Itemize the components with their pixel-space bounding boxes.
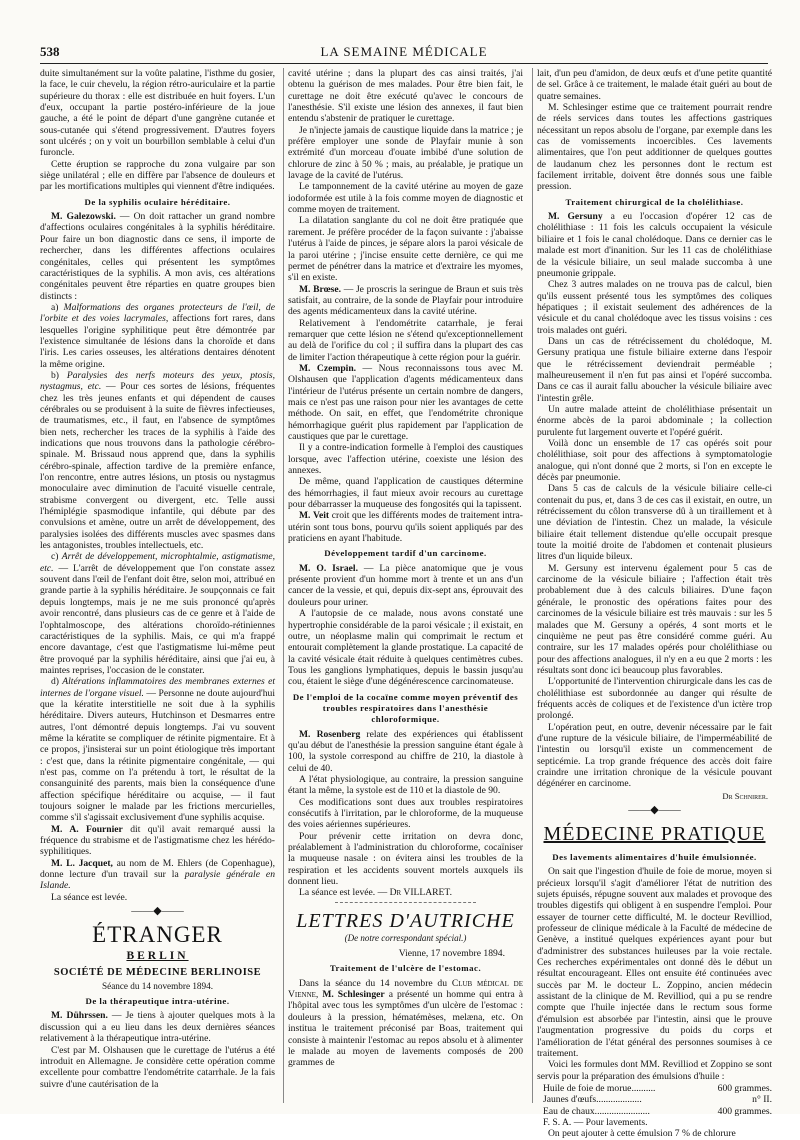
paragraph: La dilatation sanglante du col ne doit être pratiquée que rarement. Je préfère procéder de la façon suivante : j'abaisse l'utérus à l'aide de pinces, je sépare alors la paroi vésicale de la paroi utérine ; j'incise ensuite cette dernière, ce qui me permet de pénétrer dans la matrice et d'extraire les myomes, s'il en existe. xyxy=(288,215,523,284)
journal-title: LA SEMAINE MÉDICALE xyxy=(320,44,488,59)
society-heading: SOCIÉTÉ DE MÉDECINE BERLINOISE xyxy=(53,967,262,979)
paragraph: M. L. Jacquet, au nom de M. Ehlers (de Copenhague), donne lecture d'un travail sur la paralysie générale en Islande. xyxy=(40,857,275,892)
formula-line: Eau de chaux....................... 400 grammes. xyxy=(543,1105,772,1117)
section-heading: De l'emploi de la cocaïne comme moyen préventif des troubles respiratoires dans l'anesthésie chloroformique. xyxy=(292,691,519,725)
ornament-divider: ——◆—— xyxy=(628,804,681,816)
paragraph: Le tamponnement de la cavité utérine au moyen de gaze iodoformée est utile à la fois comme moyen de diagnostic et comme moyen de traitement. xyxy=(288,181,523,216)
paragraph: M. A. Fournier dit qu'il avait remarqué aussi la fréquence du strabisme et de l'astigmatisme chez les hérédo-syphilitiques. xyxy=(40,823,275,858)
paragraph: Cette éruption se rapproche du zona vulgaire par son siège unilatéral ; elle en diffère par l'absence de douleurs et par les mortifications multiples qui viennent d'être indiquées. xyxy=(40,158,275,193)
paragraph: La séance est levée. xyxy=(51,891,128,903)
section-heading: De la thérapeutique intra-utérine. xyxy=(85,996,230,1007)
page-number: 538 xyxy=(40,44,60,59)
paragraph: Dans 5 cas de calculs de la vésicule biliaire celle-ci contenait du pus, et, dans 3 de ces cas il existait, en outre, un rétrécissement du côlon transverse dû à un tiraillement et à une déviation de l'intestin. Chez un malade, la vésicule biliaire était tellement distendue qu'elle occupait presque toute la moitié droite de l'abdomen et contenait plusieurs litres d'un liquide bileux. xyxy=(537,483,772,563)
paragraph: Voilà donc un ensemble de 17 cas opérés soit pour cholélithiase, soit pour des affections à symptomatologie analogue, qui n'ont donné que 2 morts, si l'on en excepte le décès par pneumonie. xyxy=(537,438,772,484)
speaker-name: M. Galezowski. xyxy=(51,211,116,223)
paragraph: Ces modifications sont dues aux troubles respiratoires consécutifs à l'irritation, par le chloroforme, de la muqueuse des voies aériennes supérieures. xyxy=(288,796,523,831)
paragraph: Relativement à l'endométrite catarrhale, je ferai remarquer que cette lésion ne s'étend qu'exceptionnellement au delà de l'orifice du col ; il suffira dans la plupart des cas de limiter l'action thérapeutique à cette région pour la guérir. xyxy=(288,317,523,363)
formula-line: Huile de foie de morue.......... 600 grammes. xyxy=(543,1082,772,1094)
section-heading: Traitement chirurgical de la cholélithiase. xyxy=(565,196,744,207)
speaker-name: M. Schlesinger xyxy=(322,989,385,1001)
signature: Dr VILLARET. xyxy=(389,887,452,899)
paragraph: b) Paralysies des nerfs moteurs des yeux, ptosis, nystagmus, etc. — Pour ces sortes de lésions, fréquentes chez les très jeunes enfants et qui dépendent de causes cérébrales ou se produisent à la suite de fièvres infectieuses, de traumatismes, etc., il faut, en l'absence de symptômes bien nets, rechercher les traces de la syphilis à l'aide des indications que nous trouvons dans la pathologie cérébro-spinale. M. Brissaud nous apprend que, dans la syphilis cérébro-spinale, affection tardive de la première enfance, l'on rencontre, entre autres lésions, un ptosis ou nystagmus monoculaire avec diminution de l'acuité visuelle centrale, strabisme convergent ou divergent, etc. Telle aussi l'hémiplégie spasmodique infantile, qui débute par des convulsions et amène, outre un arrêt de développement, des paralysies isolées des différents muscles avec spasmes dans les antagonistes, troubles intellectuels, etc. xyxy=(40,369,275,552)
paragraph: C'est par M. Olshausen que le curettage de l'utérus a été introduit en Allemagne. Je considère cette opération comme excellente pour combattre l'endométrite catarrhale. Je la fais suivre d'une cautérisation de la xyxy=(40,1044,275,1090)
header-rule xyxy=(40,63,768,64)
paragraph: d) Altérations inflammatoires des membranes externes et internes de l'organe visuel. — Personne ne doute aujourd'hui que la kératite interstitielle ne soit due à la syphilis héréditaire. Divers auteurs, Hutchinson et Desmarres entre autres, l'ont démontré depuis longtemps. J'ai vu souvent même la kératite se compliquer de rétinite pigmentaire. Et à ce propos, j'insisterai sur un point étiologique très important : c'est que, dans la rétinite pigmentaire congénitale, — qui n'est pas, comme on l'a prétendu à tort, le résultat de la consanguinité des parents, mais bien la conséquence d'une affection spécifique héréditaire ou acquise, — il faut toujours soigner le malade par les frictions mercurielles, comme s'il s'agissait exclusivement d'une syphilis acquise. xyxy=(40,676,275,824)
paragraph: De même, quand l'application de caustiques détermine des hémorrhagies, il faut mieux avoir recours au curettage pour débarrasser la muqueuse des fongosités qui la tapissent. xyxy=(288,476,523,511)
paragraph: La séance est levée. — Dr VILLARET. xyxy=(299,887,452,899)
paragraph: L'opportunité de l'intervention chirurgicale dans les cas de cholélithiase est subordonnée au danger qui résulte de fréquents accès de coliques et de l'existence d'un ictère trop prolongé. xyxy=(537,676,772,722)
formula-list xyxy=(543,1083,772,1128)
section-heading: Développement tardif d'un carcinome. xyxy=(324,548,487,559)
column-2 xyxy=(288,68,523,1108)
section-title: LETTRES D'AUTRICHE xyxy=(296,909,515,932)
section-heading: Traitement de l'ulcère de l'estomac. xyxy=(329,963,482,974)
paragraph: Pour prévenir cette irritation on devra donc, préalablement à l'administration du chloroforme, cocaïniser la muqueuse nasale : on évitera ainsi les troubles de la respiration et les accidents souvent mortels auxquels ils donnent lieu. xyxy=(288,830,523,888)
formula-line: Jaunes d'œufs................... n° II. xyxy=(543,1094,772,1106)
speaker-name: M. Brœse. xyxy=(299,283,342,295)
session-date: Séance du 14 novembre 1894. xyxy=(102,980,213,991)
paragraph: Chez 3 autres malades on ne trouva pas de calcul, bien qu'ils eussent présenté tous les symptômes des coliques hépatiques ; il existait seulement des adhérences de la vésicule et du canal cholédoque avec les tissus voisins : ces trois malades ont guéri. xyxy=(537,279,772,336)
paragraph: cavité utérine ; dans la plupart des cas ainsi traités, j'ai obtenu la guérison de mes malades. Pour être bien fait, le curettage ne doit être exécuté qu'avec le concours de l'anesthésie. S'il existe une lésion des annexes, il faut bien entendu s'abstenir de pratiquer le curettage. xyxy=(288,68,523,125)
paragraph: M. Rosenberg relate des expériences qui établissent qu'au début de l'anesthésie la pression sanguine étant égale à 100, la systole correspond au chiffre de 210, la diastole à celui de 40. xyxy=(288,728,523,774)
paragraph: M. Veit croit que les différents modes de traitement intra-utérin sont tous bons, pourvu qu'ils soient appliqués par des praticiens en ayant l'habitude. xyxy=(288,510,523,545)
speaker-name: M. Dührssen. xyxy=(51,1010,108,1022)
correspondent-note: (De notre correspondant spécial.) xyxy=(344,932,467,943)
column-1 xyxy=(40,68,275,1108)
section-heading: De la syphilis oculaire héréditaire. xyxy=(84,196,231,207)
speaker-name: M. A. Fournier xyxy=(51,823,123,835)
paragraph: On sait que l'ingestion d'huile de foie de morue, moyen si précieux lorsqu'il s'agit d'améliorer l'état de nutrition des sujets épuisés, répugne souvent aux malades et provoque des troubles digestifs qui obligent à en suspendre l'emploi. Pour essayer de tourner cette difficulté, M. le docteur Revilliod, professeur de clinique médicale à la Faculté de médecine de Genève, a institué quelques expériences ayant pour but d'administrer des substances huileuses par la voie rectale. Ces recherches expérimentales ont donné dès le début un résultat encourageant. Elles ont ensuite été continuées avec succès par M. le docteur L. Zoppino, ancien médecin assistant de la clinique de M. Revilliod, qui a pu se rendre compte que l'huile injectée dans le rectum sous forme d'émulsion est absorbée par l'intestin, ainsi que le prouve l'augmentation progressive du poids du corps et l'amélioration de l'état général des personnes soumises à ce traitement. xyxy=(537,866,772,1059)
speaker-name: M. O. Israel. xyxy=(299,562,358,574)
paragraph: M. Galezowski. — On doit rattacher un grand nombre d'affections oculaires congénitales à la syphilis héréditaire. Pour faire un bon diagnostic dans ce sens, il importe de rechercher, dans les différentes affections oculaires congénitales, celles qui présentent les symptômes caractéristiques de la syphilis. A mon avis, ces altérations congénitales peuvent être réparties en quatre groupes bien distincts : xyxy=(40,211,275,302)
paragraph: M. Dührssen. — Je tiens à ajouter quelques mots à la discussion qui a eu lieu dans les deux dernières séances relativement à la thérapeutique intra-utérine. xyxy=(40,1010,275,1045)
speaker-name: M. L. Jacquet, xyxy=(51,857,113,869)
paragraph: L'opération peut, en outre, devenir nécessaire par le fait d'une rupture de la vésicule biliaire, de l'imperméabilité de l'intestin ou lorsqu'il existe un commencement de septicémie. La trop grande fréquence des accès doit faire craindre une irritation chronique de la vésicule pouvant dégénérer en carcinome. xyxy=(537,721,772,790)
paragraph: M. Brœse. — Je proscris la seringue de Braun et suis très satisfait, au contraire, de la sonde de Playfair pour introduire des agents médicamenteux dans la cavité utérine. xyxy=(288,283,524,318)
paragraph: Dans la séance du 14 novembre du Club médical de Vienne, M. Schlesinger a présenté un homme qui entra à l'hôpital avec tous les symptômes d'un ulcère de l'estomac : douleurs à la pression, hématémèses, melæna, etc. On institua le traitement préconisé par Boas, traitement qui consiste à maintenir l'estomac au repos absolu et à alimenter le malade au moyen de lavements composés de 200 grammes de xyxy=(288,977,523,1069)
speaker-name: M. Rosenberg xyxy=(299,728,361,740)
formula-line: F. S. A. — Pour lavements. xyxy=(543,1116,648,1128)
section-title: ÉTRANGER xyxy=(92,922,223,948)
paragraph: a) Malformations des organes protecteurs de l'œil, de l'orbite et des voies lacrymales, affections fort rares, dans lesquelles l'origine syphilitique peut être démontrée par l'existence simultanée de lésions dans la choroïde et dans l'iris. Les caries osseuses, les altérations dentaires dénotent la même origine. xyxy=(40,301,275,370)
column-divider-2 xyxy=(532,68,533,1103)
paragraph: On peut ajouter à cette émulsion 7 % de chlorure xyxy=(548,1128,736,1140)
column-divider-1 xyxy=(283,68,284,1103)
paragraph: M. Schlesinger estime que ce traitement pourrait rendre de réels services dans toutes les affections gastriques nécessitant un repos absolu de l'organe, par exemple dans les cas de vomissements incoercibles. Ces lavements alimentaires, que l'on peut additionner de quelques gouttes de laudanum chez les personnes dont le rectum est facilement irritable, doivent être donnés sous une faible pression. xyxy=(537,102,772,193)
speaker-name: M. Gersuny xyxy=(548,211,603,223)
paragraph: Dans un cas de rétrécissement du cholédoque, M. Gersuny pratiqua une fistule biliaire externe dans l'espoir que le rétrécissement deviendrait perméable ; malheureusement il n'en fut pas ainsi et l'opéré succomba. Dans ce cas il aurait fallu aboucher la vésicule biliaire avec l'intestin grêle. xyxy=(537,335,772,404)
paragraph: M. Czempin. — Nous reconnaissons tous avec M. Olshausen que l'application d'agents médicamenteux dans l'intérieur de l'utérus présente un certain nombre de dangers, mais ce n'est pas une raison pour nier les avantages de cette méthode. On sait, en effet, que l'endométrite chronique hémorrhagique guérit plus rapidement par l'application de caustiques que par le curettage. xyxy=(288,362,523,442)
paragraph: M. O. Israel. — La pièce anatomique que je vous présente provient d'un homme mort à trente et un ans d'un cancer de la vessie, et qui, depuis dix-sept ans, éprouvait des douleurs pour uriner. xyxy=(288,562,523,608)
paragraph: M. Gersuny est intervenu également pour 5 cas de carcinome de la vésicule biliaire ; l'affection était très probablement due à des calculs biliaires. D'une façon générale, le pronostic des opérations faites pour des carcinomes de la vésicule biliaire est très mauvais : sur les 5 malades que M. Gersuny a opérés, 4 sont morts et le cinquième ne peut pas être considéré comme guéri. Au contraire, sur les 17 malades opérés pour cholélithiase ou pour des affections analogues, il n'y en a eu que 2 morts : les résultats sont donc ici beaucoup plus favorables. xyxy=(537,562,772,676)
section-title: MÉDECINE PRATIQUE xyxy=(543,823,766,845)
divider xyxy=(335,902,476,903)
column-3 xyxy=(537,68,772,1140)
paragraph: Je n'injecte jamais de caustique liquide dans la matrice ; je préfère employer une sonde de Playfair munie à son extrémité d'un morceau d'ouate imbibé d'une solution de chlorure de zinc à 50 % ; mais, au préalable, je pratique un lavage de la cavité de l'utérus. xyxy=(288,124,523,182)
ornament-divider: ——◆—— xyxy=(131,905,184,918)
paragraph: Il y a contre-indication formelle à l'emploi des caustiques lorsque, avec l'affection utérine, coexiste une lésion des annexes. xyxy=(288,442,523,477)
dateline: Vienne, 17 novembre 1894. xyxy=(398,948,505,960)
running-header xyxy=(40,44,768,62)
paragraph: Un autre malade atteint de cholélithiase présentait un énorme abcès de la paroi abdominale ; la collection purulente fut largement ouverte et l'opéré guérit. xyxy=(537,403,772,438)
paragraph: Voici les formules dont MM. Revilliod et Zoppino se sont servis pour la préparation des émulsions d'huile : xyxy=(537,1059,772,1082)
paragraph: duite simultanément sur la voûte palatine, l'isthme du gosier, la face, le cuir chevelu, la région rétro-auriculaire et la partie supérieure du thorax : elle est distribuée en huit foyers. L'un d'eux, occupant la partie postéro-inférieure de la joue gauche, a été le point de départ d'une gangrène cutanée et sous-cutanée qui s'étend progressivement. D'autres foyers sont ulcérés ; on y voit un bourbillon semblable à celui d'un furoncle. xyxy=(40,68,275,159)
city-heading: BERLIN xyxy=(126,950,189,963)
signature: Dr Schnirer. xyxy=(722,790,768,801)
paragraph: A l'autopsie de ce malade, nous avons constaté une hypertrophie considérable de la paroi vésicale ; il existait, en outre, un néoplasme malin qui comprimait le rectum et entourait complètement la glande prostatique. La capacité de la cavité vésicale était réduite à quelques centimètres cubes. Tous les ganglions lymphatiques, depuis le bassin jusqu'au cou, étaient le siège d'une dégénérescence carcinomateuse. xyxy=(288,608,523,688)
speaker-name: M. Veit xyxy=(299,510,330,522)
paragraph: A l'état physiologique, au contraire, la pression sanguine étant la même, la systole est de 110 et la diastole de 90. xyxy=(288,773,523,797)
section-heading: Des lavements alimentaires d'huile émulsionnée. xyxy=(552,852,757,862)
speaker-name: M. Czempin. xyxy=(299,362,357,374)
paragraph: lait, d'un peu d'amidon, de deux œufs et d'une petite quantité de sel. Grâce à ce traitement, le malade était guéri au bout de quatre semaines. xyxy=(537,68,772,102)
paragraph: M. Gersuny a eu l'occasion d'opérer 12 cas de cholélithiase : 11 fois les calculs occupaient la vésicule biliaire et 1 fois le canal cholédoque. Dans ce dernier cas le malade est mort d'inanition. Sur les 11 cas de cholélithiase de la vésicule biliaire, un seul malade succomba à une pneumonie grippale. xyxy=(537,211,772,279)
paragraph: c) Arrêt de développement, microphtalmie, astigmatisme, etc. — L'arrêt de développement que l'on constate assez souvent dans l'œil de l'enfant doit être, selon moi, attribué en grande partie à la syphilis héréditaire. Je soupçonnais ce fait depuis longtemps, mais je ne me suis prononcé qu'après avoir rencontré, dans plusieurs cas de ce genre et à l'aide de l'ophtalmoscope, des altérations choroïdo-rétiniennes caractéristiques de la syphilis. Mais, ce qui m'a frappé encore davantage, c'est que l'astigmatisme lui-même peut être provoqué par la syphilis héréditaire, ainsi que j'ai eu, à maintes reprises, l'occasion de le constater. xyxy=(40,551,275,676)
